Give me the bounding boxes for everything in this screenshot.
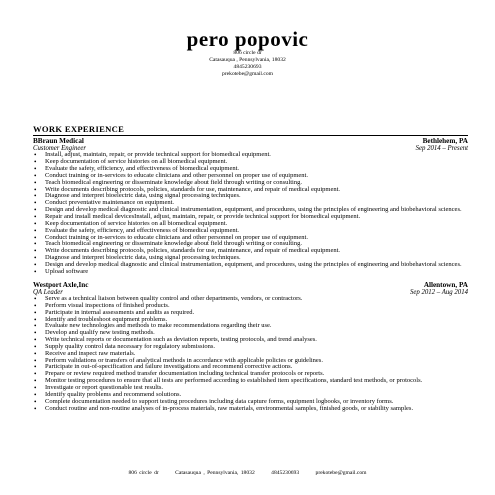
- header-city: Catasauqua , Pennsylvania, 18032: [209, 57, 286, 63]
- bullet-item: • Keep documentation of service histories on all biomedical equipment.: [45, 221, 468, 228]
- candidate-name: pero popovic: [186, 27, 309, 51]
- bullet-item: • Conduct training or in-services to educate clinicians and other personnel on proper use of equipment.: [45, 235, 468, 242]
- bullet-item: • Write documents describing protocols, policies, standards for use, maintenance, and repair of medical equipment.: [45, 187, 468, 194]
- bullet-item: • Identify and troubleshoot equipment problems.: [45, 317, 468, 324]
- header-address: 806 circle dr: [233, 50, 262, 56]
- section-title: WORK EXPERIENCE: [33, 124, 468, 136]
- job-entry: [33, 137, 468, 276]
- bullet-item: • Keep documentation of service histories on all biomedical equipment.: [45, 159, 468, 166]
- header-phone: 4845230693: [233, 64, 262, 70]
- job-title: Customer Engineer: [33, 145, 87, 152]
- bullet-item: • Conduct preventative maintenance on equipment.: [45, 200, 468, 207]
- resume-footer: [0, 470, 495, 477]
- header-email: prekotebe@gmail.com: [222, 71, 273, 77]
- bullet-item: • Investigate or report questionable test results.: [45, 385, 468, 392]
- job-bullets: [33, 152, 468, 275]
- bullet-item: • Conduct training or in-services to educate clinicians and other personnel on proper use of equipment.: [45, 173, 468, 180]
- footer-phone: 4845230693: [271, 470, 300, 476]
- bullet-item: • Receive and inspect raw materials.: [45, 351, 468, 358]
- bullet-item: • Perform visual inspections of finished products.: [45, 303, 468, 310]
- bullet-item: • Diagnose and interpret bioelectric data, using signal processing techniques.: [45, 255, 468, 262]
- bullet-item: • Monitor testing procedures to ensure that all tests are performed according to established item specifications, standard test methods, or protocols.: [45, 378, 468, 385]
- bullet-item: • Evaluate the safety, efficiency, and effectiveness of biomedical equipment.: [45, 166, 468, 173]
- bullet-item: • Supply quality control data necessary for regulatory submissions.: [45, 344, 468, 351]
- bullet-item: • Install, adjust, maintain, repair, or provide technical support for biomedical equipment.: [45, 152, 468, 159]
- job-dates: Sep 2012 – Aug 2014: [409, 288, 468, 296]
- footer-address: 806 circle dr: [128, 470, 159, 476]
- work-experience-section: [33, 124, 468, 412]
- job-dates: Sep 2014 – Present: [415, 145, 468, 152]
- bullet-item: • Write documents describing protocols, policies, standards for use, maintenance, and repair of medical equipment.: [45, 248, 468, 255]
- resume-header: [0, 28, 495, 78]
- bullet-item: • Prepare or review required method transfer documentation including technical transfer protocols or reports.: [45, 371, 468, 378]
- job-company: BBraun Medical: [33, 137, 84, 145]
- bullet-item: • Repair and install medical devicesInstall, adjust, maintain, repair, or provide technical support for biomedical equipment.: [45, 214, 468, 221]
- bullet-item: • Participate in internal assessments and audits as required.: [45, 310, 468, 317]
- bullet-item: • Perform validations or transfers of analytical methods in accordance with applicable policies or guidelines.: [45, 358, 468, 365]
- job-location: Bethlehem, PA: [422, 137, 468, 145]
- bullet-item: • Complete documentation needed to support testing procedures including data capture forms, equipment logbooks, or inventory forms.: [45, 399, 468, 406]
- bullet-item: • Participate in out-of-specification and failure investigations and recommend corrective actions.: [45, 364, 468, 371]
- bullet-item: • Upload software: [45, 269, 468, 276]
- footer-email: prekotebe@gmail.com: [315, 470, 367, 476]
- bullet-item: • Identify quality problems and recommend solutions.: [45, 392, 468, 399]
- bullet-item: • Evaluate the safety, efficiency, and effectiveness of biomedical equipment.: [45, 228, 468, 235]
- job-location: Allentown, PA: [423, 280, 468, 289]
- job-title: QA Leader: [33, 288, 63, 296]
- bullet-item: • Design and develop medical diagnostic and clinical instrumentation, equipment, and procedures, using the principles of engineering and biobehavioral sciences.: [45, 262, 468, 269]
- job-company: Westport Axle,Inc: [33, 280, 89, 289]
- job-entry: [33, 281, 468, 413]
- bullet-item: • Conduct routine and non-routine analyses of in-process materials, raw materials, environmental samples, finished goods, or stability samples.: [45, 406, 468, 413]
- bullet-item: • Diagnose and interpret bioelectric data, using signal processing techniques.: [45, 193, 468, 200]
- bullet-item: • Serve as a technical liaison between quality control and other departments, vendors, or contractors.: [45, 296, 468, 303]
- bullet-item: • Write technical reports or documentation such as deviation reports, testing protocols, and trend analyses.: [45, 337, 468, 344]
- job-bullets: [33, 296, 468, 412]
- footer-city: Catasauqua , Pennsylvania, 18032: [175, 470, 255, 476]
- bullet-item: • Evaluate new technologies and methods to make recommendations regarding their use.: [45, 323, 468, 330]
- bullet-item: • Teach biomedical engineering or disseminate knowledge about field through writing or consulting.: [45, 241, 468, 248]
- bullet-item: • Teach biomedical engineering or disseminate knowledge about field through writing or consulting.: [45, 180, 468, 187]
- bullet-item: • Develop and qualify new testing methods.: [45, 330, 468, 337]
- bullet-item: • Design and develop medical diagnostic and clinical instrumentation, equipment, and procedures, using the principles of engineering and biobehavioral sciences.: [45, 207, 468, 214]
